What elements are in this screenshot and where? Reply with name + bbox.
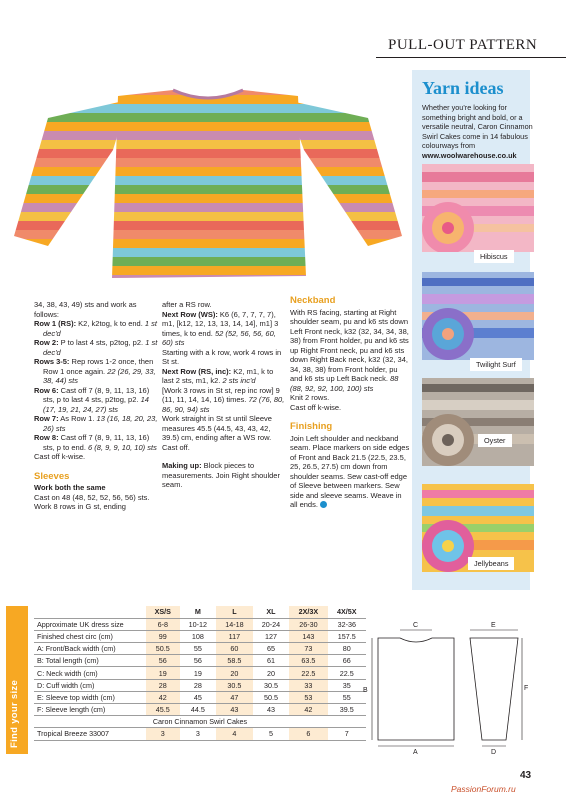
row-6-instruction: Row 6: Cast off 7 (8, 9, 11, 13, 16) sts, p to last 4 sts, p2tog, p2. 14 (17, 19, 21, 24, 27) sts	[34, 385, 150, 414]
rows-3-5-instruction: Rows 3-5: Rep rows 1-2 once, then Row 1 once again. 22 (26, 29, 33, 38, 44) sts	[34, 357, 156, 385]
col1-intro: 34, 38, 43, 49) sts and work as follows:	[34, 300, 137, 319]
size-table-row	[34, 643, 366, 655]
size-cell: 73	[289, 643, 327, 655]
neckband-cast-off: Cast off k-wise.	[290, 402, 342, 412]
size-cell: 108	[180, 630, 217, 642]
size-cell: 14-18	[216, 618, 253, 630]
size-cell: 127	[253, 630, 290, 642]
col2-text-5: Cast off.	[162, 442, 190, 452]
finishing-text: Join Left shoulder and neckband seam. Place markers on side edges of Front and Back 21.5 (22.5, 23.5, 25, 26.5, 27.5) cm down from shoulder seams. Sew cast-off edge of Sleeve between markers. Sew side and sleeve seams. Weave in all ends.	[290, 433, 410, 509]
size-row-label: A: Front/Back width (cm)	[34, 643, 146, 655]
yarn-ball-count: 4	[216, 728, 253, 740]
yarn-ideas-title: Yarn ideas	[422, 78, 504, 98]
size-header-blank	[34, 606, 146, 618]
column-1	[34, 300, 158, 512]
header-rule	[376, 57, 566, 58]
yarn-description-text: Whether you're looking for something bright and bold, or a versatile neutral, Caron Cinnamon Swirl Cakes come in 14 fabulous colourways from	[422, 103, 533, 151]
yarn-swatch-twilight-surf[interactable]	[422, 272, 534, 360]
size-cell: 60	[216, 643, 253, 655]
size-cell: 61	[253, 655, 290, 667]
size-header-xs-s: XS/S	[146, 606, 180, 618]
swatch-label-oyster: Oyster	[478, 434, 512, 447]
size-row-label: Finished chest circ (cm)	[34, 630, 146, 642]
size-row-label: F: Sleeve length (cm)	[34, 704, 146, 716]
size-table	[34, 606, 366, 741]
size-cell: 20	[216, 667, 253, 679]
yarn-name: Tropical Breeze 33007	[34, 728, 146, 740]
size-row-label: E: Sleeve top width (cm)	[34, 691, 146, 703]
row-1-instruction: Row 1 (RS): K2, k2tog, k to end. 1 st dec'd	[34, 319, 157, 338]
label-a: A	[413, 749, 418, 756]
end-bullet-icon	[320, 501, 327, 508]
label-b: B	[363, 687, 368, 694]
size-cell: 28	[146, 679, 180, 691]
size-header-4x-5x: 4X/5X	[328, 606, 366, 618]
col2-text-3: [Work 3 rows in St st, rep inc row] 9 (11, 11, 14, 14, 16) times. 72 (76, 80, 86, 90, 94) sts	[162, 385, 285, 414]
size-cell: 32-36	[328, 618, 366, 630]
size-cell: 30.5	[253, 679, 290, 691]
size-cell: 20-24	[253, 618, 290, 630]
size-cell: 35	[328, 679, 366, 691]
size-table-row	[34, 630, 366, 642]
row-7-instruction: Row 7: As Row 1. 13 (16, 18, 20, 23, 26) sts	[34, 414, 158, 433]
size-cell: 28	[180, 679, 217, 691]
size-cell: 53	[289, 691, 327, 703]
size-cell: 99	[146, 630, 180, 642]
size-cell: 44.5	[180, 704, 217, 716]
cast-off-text: Cast off k-wise.	[34, 452, 86, 461]
size-row-label: C: Neck width (cm)	[34, 667, 146, 679]
diagram-sleeve	[470, 638, 518, 740]
yarn-ball-count: 6	[289, 728, 327, 740]
next-row-rs-inc: Next Row (RS, inc): K2, m1, k to last 2 sts, m1, k2. 2 sts inc'd	[162, 366, 274, 385]
yarn-swatch-oyster[interactable]	[422, 378, 534, 466]
section-title: PULL-OUT PATTERN	[388, 37, 538, 53]
size-cell: 20	[253, 667, 290, 679]
size-cell: 10-12	[180, 618, 217, 630]
yarn-ball-count: 7	[328, 728, 366, 740]
size-cell: 63.5	[289, 655, 327, 667]
size-cell: 42	[146, 691, 180, 703]
size-cell: 143	[289, 630, 327, 642]
size-header-xl: XL	[253, 606, 290, 618]
size-row-label: B: Total length (cm)	[34, 655, 146, 667]
next-row-ws: Next Row (WS): K6 (6, 7, 7, 7, 7), m1, [k12, 12, 13, 13, 14, 14], m1] 3 times, k to end. 52 (52, 56, 56, 60, 60) sts	[162, 309, 279, 347]
sleeves-subheading: Work both the same	[34, 483, 106, 492]
page-number: 43	[520, 770, 532, 781]
size-cell: 47	[216, 691, 253, 703]
size-cell: 6-8	[146, 618, 180, 630]
size-header-l: L	[216, 606, 253, 618]
sweater-body	[112, 90, 306, 278]
size-cell: 22.5	[289, 667, 327, 679]
sleeves-text-1: Cast on 48 (48, 52, 52, 56, 56) sts.	[34, 492, 150, 502]
size-cell: 157.5	[328, 630, 366, 642]
yarn-caption-row	[34, 716, 366, 728]
row-8-instruction: Row 8: Cast off 7 (8, 9, 11, 13, 16) sts, p to end. 6 (8, 9, 9, 10, 10) sts	[34, 433, 157, 452]
column-3	[290, 296, 410, 510]
size-cell: 19	[146, 667, 180, 679]
size-cell: 39.5	[328, 704, 366, 716]
size-cell: 50.5	[253, 691, 290, 703]
size-row-label: D: Cuff width (cm)	[34, 679, 146, 691]
size-table-row	[34, 618, 366, 630]
yarn-ideas-panel	[412, 70, 533, 590]
size-header-row	[34, 606, 366, 618]
yarn-quantity-row	[34, 728, 366, 740]
size-cell: 80	[328, 643, 366, 655]
label-e: E	[491, 622, 496, 629]
size-cell: 66	[328, 655, 366, 667]
size-table-row	[34, 679, 366, 691]
swatch-label-hibiscus: Hibiscus	[474, 250, 514, 263]
size-cell: 42	[289, 704, 327, 716]
column-2	[162, 300, 286, 490]
size-row-label: Approximate UK dress size	[34, 618, 146, 630]
size-cell: 43	[253, 704, 290, 716]
page-header	[376, 34, 566, 58]
size-cell: 56	[146, 655, 180, 667]
size-cell: 58.5	[216, 655, 253, 667]
col2-text-2: Starting with a k row, work 4 rows in St st.	[162, 347, 282, 366]
yarn-caption: Caron Cinnamon Swirl Cakes	[34, 716, 366, 728]
col2-text-1: after a RS row.	[162, 300, 212, 309]
size-table-row	[34, 704, 366, 716]
size-cell: 65	[253, 643, 290, 655]
size-cell: 45	[180, 691, 217, 703]
size-cell: 50.5	[146, 643, 180, 655]
size-header-2x-3x: 2X/3X	[289, 606, 327, 618]
sweater-photo	[8, 86, 408, 282]
size-table-row	[34, 667, 366, 679]
size-cell: 33	[289, 679, 327, 691]
swatch-label-jellybeans: Jellybeans	[468, 557, 514, 570]
yarn-swatch-hibiscus[interactable]	[422, 164, 534, 252]
sleeve-left	[14, 100, 128, 246]
neckband-text: With RS facing, starting at Right shoulder seam, pu and k6 sts down Left Front neck, k32 (32, 34, 34, 38, 38) from Front holder, pu and k6 sts up Right Front neck, pu and k6 sts down Right Back neck, k32 (32, 34, 34, 38, 38) from Front holder, pu and k6 sts up Left Back neck. 88 (88, 92, 92, 100, 100) sts	[290, 307, 409, 393]
col2-text-4: Work straight in St st until Sleeve measures 45.5 (44.5, 43, 43, 42, 39.5) cm, ending after a WS row.	[162, 414, 272, 442]
yarn-ball-count: 5	[253, 728, 290, 740]
diagram-body	[378, 638, 454, 740]
knit-2-rows: Knit 2 rows.	[290, 393, 330, 402]
yarn-ball-count: 3	[180, 728, 217, 740]
yarn-ball-count: 3	[146, 728, 180, 740]
making-up: Making up: Block pieces to measurements. Join Right shoulder seam.	[162, 461, 280, 489]
size-cell: 117	[216, 630, 253, 642]
find-your-size-label: Find your size	[9, 679, 20, 748]
yarn-website-link[interactable]: www.woolwarehouse.co.uk	[422, 150, 517, 160]
label-c: C	[413, 622, 419, 629]
watermark: PassionForum.ru	[451, 784, 516, 794]
label-d: D	[491, 749, 497, 756]
size-cell: 55	[328, 691, 366, 703]
size-cell: 55	[180, 643, 217, 655]
size-cell: 19	[180, 667, 217, 679]
neckband-heading: Neckband	[290, 295, 336, 306]
size-cell: 45.5	[146, 704, 180, 716]
sleeves-text-2: Work 8 rows in G st, ending	[34, 502, 126, 511]
size-cell: 30.5	[216, 679, 253, 691]
label-f: F	[524, 685, 529, 692]
sleeves-heading: Sleeves	[34, 470, 70, 482]
row-2-instruction: Row 2: P to last 4 sts, p2tog, p2. 1 st dec'd	[34, 338, 158, 357]
finishing-heading: Finishing	[290, 421, 333, 432]
garment-diagram	[360, 616, 530, 756]
yarn-ideas-description	[422, 103, 536, 161]
size-cell: 26-30	[289, 618, 327, 630]
size-cell: 22.5	[328, 667, 366, 679]
swatch-label-twilight-surf: Twilight Surf	[470, 358, 522, 371]
size-table-row	[34, 691, 366, 703]
size-cell: 43	[216, 704, 253, 716]
size-cell: 56	[180, 655, 217, 667]
size-header-m: M	[180, 606, 217, 618]
size-table-row	[34, 655, 366, 667]
